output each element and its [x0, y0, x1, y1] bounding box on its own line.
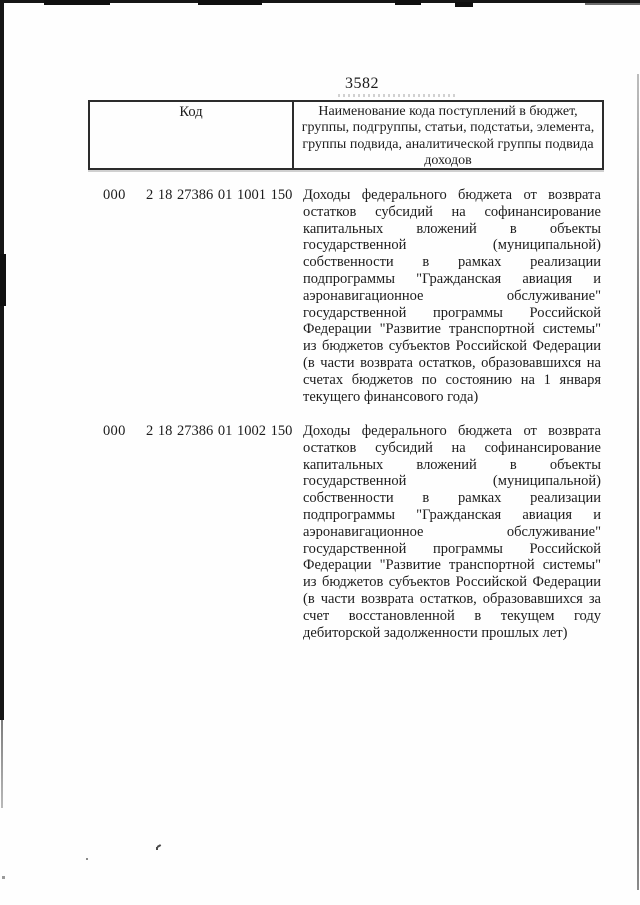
income-name: Доходы федерального бюджета от возврата остатков субсидий на софинансирование капитальных вложений в объекты государственной (муниципальной) собственности в рамках реализации подпрограммы "Гражданская авиация и аэронавигационное обслуживание" государственной программы Российской Федерации "Развитие транспортной системы" из бюджетов субъектов Российской Федерации (в части возврата остатков, образовавшихся на счетах бюджетов по состоянию на 1 января текущего финансового года) [303, 187, 601, 405]
scan-border-left-blob [0, 254, 6, 306]
header-cell-name: Наименование кода поступлений в бюджет, группы, подгруппы, статьи, подстатьи, элемента, группы подвида, аналитической группы подвида доходов [301, 104, 595, 169]
budget-code: 2 18 27386 01 1002 150 [146, 423, 293, 439]
page-number: 3582 [345, 75, 379, 92]
header-cell-code: Код [90, 102, 294, 168]
scan-artifact [2, 876, 5, 879]
admin-code: 000 [103, 187, 126, 203]
scan-border-left-fade [1, 720, 3, 808]
scan-smudge [338, 94, 456, 97]
budget-code: 2 18 27386 01 1001 150 [146, 187, 293, 203]
admin-code: 000 [103, 423, 126, 439]
scan-border-top-segment [44, 0, 110, 5]
scan-artifact [156, 847, 158, 850]
scan-border-top-segment [395, 0, 421, 5]
scan-border-top-segment [585, 3, 640, 5]
table-header [88, 100, 604, 170]
income-name: Доходы федерального бюджета от возврата остатков субсидий на софинансирование капитальных вложений в объекты государственной (муниципальной) собственности в рамках реализации подпрограммы "Гражданская авиация и аэронавигационное обслуживание" государственной программы Российской Федерации "Развитие транспортной системы" из бюджетов субъектов Российской Федерации (в части возврата остатков, образовавшихся за счет восстановленной в текущем году дебиторской задолженности прошлых лет) [303, 423, 601, 641]
scan-artifact [86, 858, 88, 860]
scan-border-left [0, 0, 4, 720]
scan-border-top-segment [198, 0, 262, 5]
scan-border-right [637, 74, 639, 890]
scan-border-top-segment [455, 2, 473, 7]
